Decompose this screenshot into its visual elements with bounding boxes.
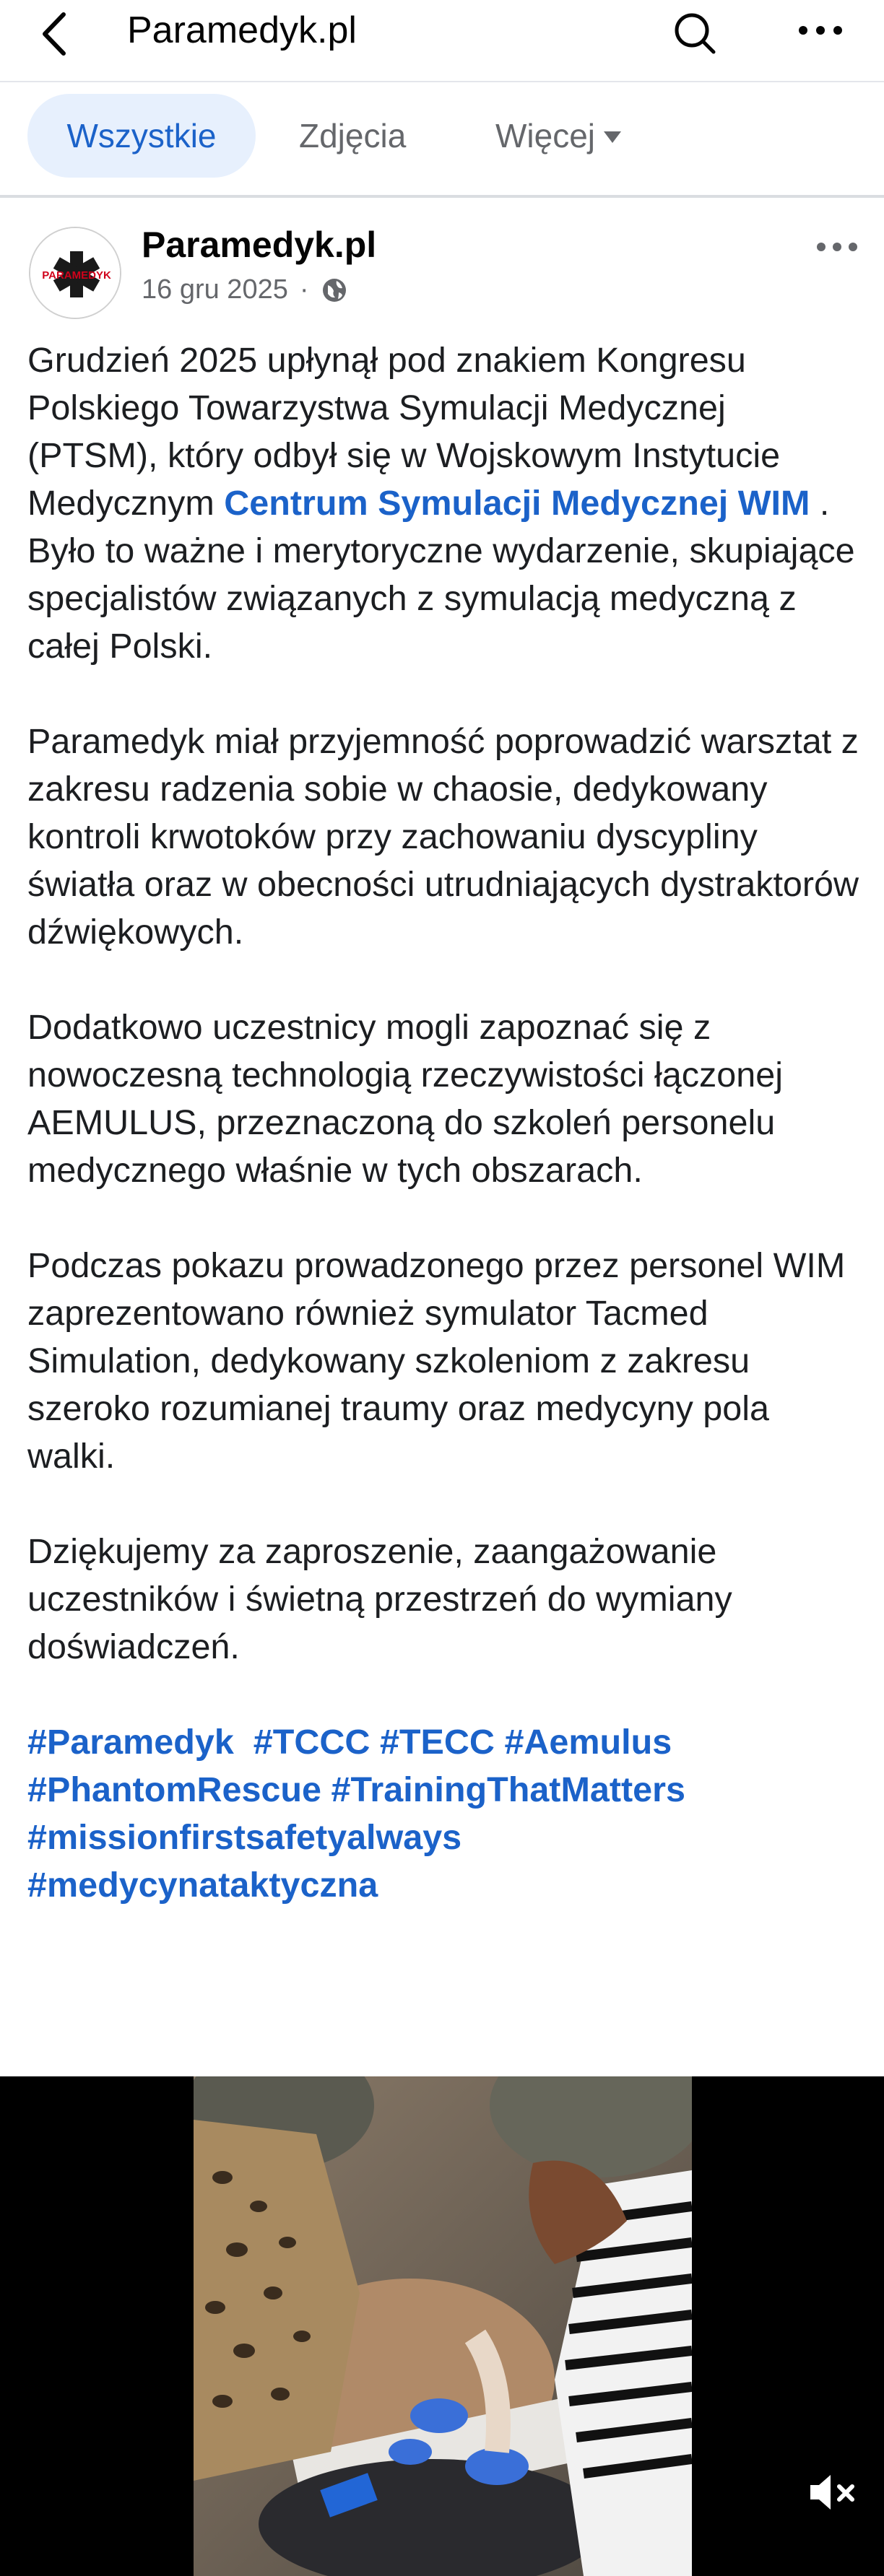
paragraph-text: . Było to ważne i merytoryczne wydarzenie, skupiające specjalistów związanych z symulacją medyczną z całej Polski. <box>27 484 855 666</box>
hashtag-link[interactable]: #PhantomRescue <box>27 1770 321 1809</box>
post-options-icon[interactable] <box>815 238 859 256</box>
paramedyk-logo-icon <box>30 228 121 319</box>
svg-text:PARAMEDYK: PARAMEDYK <box>42 269 111 282</box>
tab-all[interactable]: Wszystkie <box>27 94 256 178</box>
caret-down-icon <box>602 130 623 144</box>
tab-more-label: Więcej <box>495 117 596 155</box>
hashtag-link[interactable]: #Aemulus <box>504 1723 672 1762</box>
speaker-muted-icon[interactable] <box>807 2471 858 2514</box>
post-date[interactable]: 16 gru 2025 <box>142 274 288 305</box>
post-meta <box>142 274 348 305</box>
post-paragraph-3: Dodatkowo uczestnicy mogli zapoznać się z nowoczesną technologią rzeczywistości łączonej AEMULUS, przeznaczoną do szkoleń personelu medycznego właśnie w tych obszarach. <box>27 1008 783 1190</box>
avatar[interactable] <box>29 227 121 319</box>
meta-separator: · <box>299 274 309 305</box>
paragraph-text: Grudzień 2025 upłynął pod znakiem Kongresu Polskiego Towarzystwa Symulacji Medycznej (PTSM), który odbył się w Wojskowym Instytucie Medycznym <box>27 341 781 523</box>
post-paragraph-2: Paramedyk miał przyjemność poprowadzić warsztat z zakresu radzenia sobie w chaosie, dedykowany kontroli krwotoków przy zachowaniu dyscypliny światła oraz w obecności utrudniających dystraktorów dźwiękowych. <box>27 722 859 952</box>
page-title: Paramedyk.pl <box>127 9 357 51</box>
hashtag-link[interactable]: #TECC <box>379 1723 495 1762</box>
hashtag-link[interactable]: #missionfirstsafetyalways <box>27 1818 462 1857</box>
back-icon[interactable] <box>38 12 74 56</box>
hashtag-list <box>27 1718 865 1909</box>
globe-icon <box>321 277 348 304</box>
post-paragraph-4: Podczas pokazu prowadzonego przez personel WIM zaprezentowano również symulator Tacmed Simulation, dedykowany szkoleniom z zakresu szeroko rozumianej traumy oraz medycyny pola walki. <box>27 1246 846 1476</box>
post-video[interactable] <box>0 2076 884 2576</box>
hashtag-link[interactable]: #TCCC <box>253 1723 370 1762</box>
video-frame <box>194 2076 692 2576</box>
hashtag-link[interactable]: #Paramedyk <box>27 1723 234 1762</box>
post-author[interactable]: Paramedyk.pl <box>142 225 377 265</box>
tab-photos[interactable]: Zdjęcia <box>299 117 407 155</box>
post-header <box>0 202 884 325</box>
search-icon[interactable] <box>672 10 718 56</box>
post-paragraph-1 <box>27 336 865 670</box>
page-mention-link[interactable]: Centrum Symulacji Medycznej WIM <box>224 484 810 523</box>
post-text <box>27 336 865 1909</box>
post-paragraph-5: Dziękujemy za zaproszenie, zaangażowanie uczestników i świetną przestrzeń do wymiany doświadczeń. <box>27 1532 732 1666</box>
hashtag-link[interactable]: #TrainingThatMatters <box>331 1770 685 1809</box>
top-bar <box>0 0 884 82</box>
hashtag-link[interactable]: #medycynataktyczna <box>27 1866 378 1905</box>
filter-tabs <box>0 82 884 198</box>
tab-more[interactable] <box>495 94 623 178</box>
more-icon[interactable] <box>796 16 845 45</box>
